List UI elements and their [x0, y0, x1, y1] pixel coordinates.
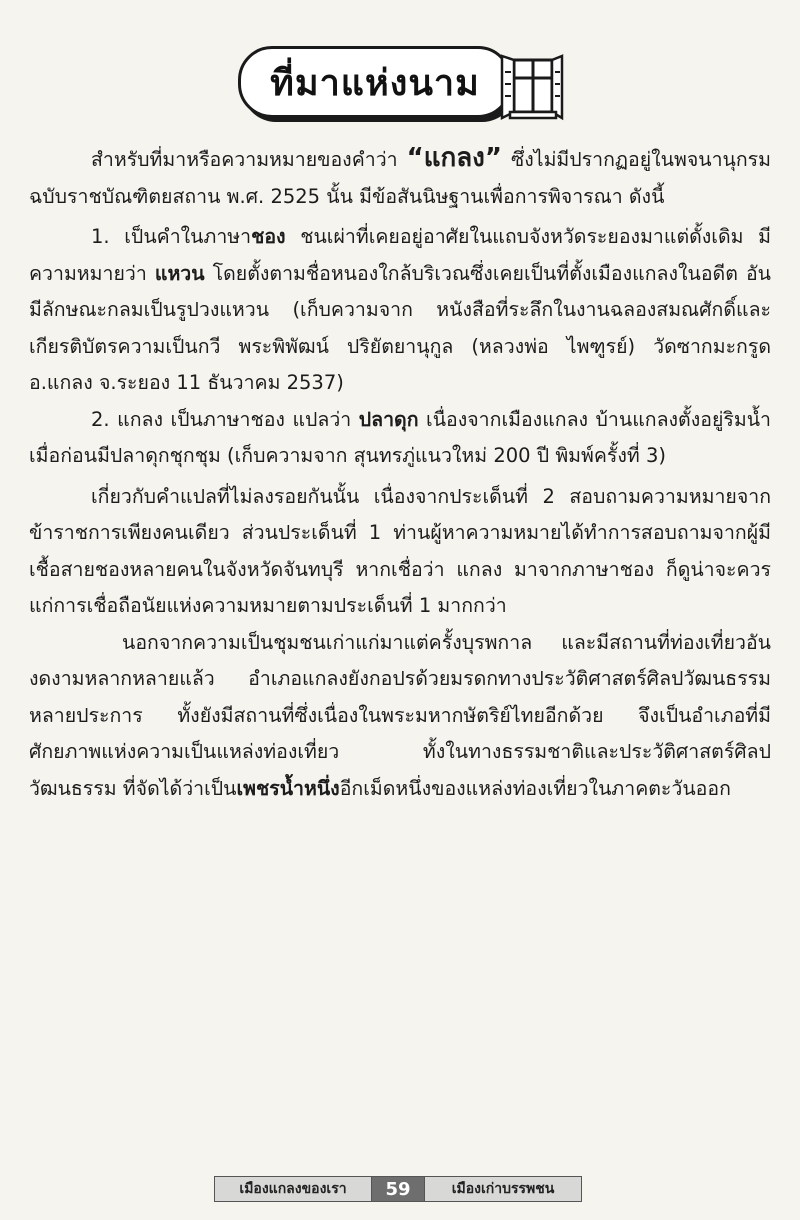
paragraph-2-text-a: 1. เป็นคำในภาษา [91, 225, 252, 248]
article-body [29, 140, 771, 807]
paragraph-4: เกี่ยวกับคำแปลที่ไม่ลงรอยกันนั้น เนื่องจากประเด็นที่ 2 สอบถามความหมายจากข้าราชการเพียงคนเดียว ส่วนประเด็นที่ 1 ท่านผู้หาความหมายได้ทำการสอบถามจากผู้มีเชื้อสายชองหลายคนในจังหวัดจันทบุรี หากเชื่อว่า แกลง มาจากภาษาชอง ก็ดูน่าจะควรแก่การเชื่อถือนัยแห่งความหมายตามประเด็นที่ 1 มากกว่า [29, 484, 771, 617]
window-icon [500, 52, 564, 122]
paragraph-1-text-b: ซึ่งไม่มีปรากฏอยู่ในพจนานุกรม ฉบับราชบัณฑิตยสถาน พ.ศ. 2525 นั้น มีข้อสันนิษฐานเพื่อการพิจารณา ดังนี้ [29, 148, 772, 208]
title-banner [238, 46, 512, 118]
paragraph-3 [29, 402, 771, 475]
paragraph-1-text-a: สำหรับที่มาหรือความหมายของคำว่า [91, 148, 407, 171]
footer-book-title: เมืองแกลงของเรา [214, 1176, 372, 1202]
page-title: ที่มาแห่งนาม [270, 62, 480, 104]
paragraph-2 [29, 219, 771, 402]
footer-section-title: เมืองเก่าบรรพชน [424, 1176, 582, 1202]
bold-term-phet-nam-nueng: เพชรน้ำหนึ่ง [236, 776, 340, 800]
paragraph-5-text-a: นอกจากความเป็นชุมชนเก่าแก่มาแต่ครั้งบุรพกาล และมีสถานที่ท่องเที่ยวอันงดงามหลากหลายแล้ว อำเภอแกลงยังกอปรด้วยมรดกทางประวัติศาสตร์ศิลปวัฒนธรรมหลายประการ ทั้งยังมีสถานที่ซึ่งเนื่องในพระมหากษัตริย์ไทยอีกด้วย จึงเป็นอำเภอที่มีศักยภาพแห่งความเป็นแหล่งท่องเที่ยว ทั้งในทางธรรมชาติและประวัติศาสตร์ศิลปวัฒนธรรม ที่จัดได้ว่าเป็น [29, 630, 771, 800]
paragraph-1 [29, 140, 771, 215]
bold-term-chong: ชอง [251, 225, 286, 248]
paragraph-5-text-b: อีกเม็ดหนึ่งของแหล่งท่องเที่ยวในภาคตะวันออก [339, 776, 731, 800]
paragraph-3-text-b: เนื่องจากเมืองแกลง บ้านแกลงตั้งอยู่ริมน้ำ เมื่อก่อนมีปลาดุกชุกชุม (เก็บความจาก สุนทรภู่แนวใหม่ 200 ปี พิมพ์ครั้งที่ 3) [29, 407, 771, 467]
paragraph-2-text-b: ชนเผ่าที่เคยอยู่อาศัยในแถบจังหวัดระยองมาแต่ดั้งเดิม มีความหมายว่า [29, 225, 771, 285]
page-footer [198, 1176, 598, 1202]
paragraph-3-text-a: 2. แกลง เป็นภาษาชอง แปลว่า [91, 407, 359, 431]
paragraph-2-text-c: โดยตั้งตามชื่อหนองใกล้บริเวณซึ่งเคยเป็นที่ตั้งเมืองแกลงในอดีต อันมีลักษณะกลมเป็นรูปวงแหวน (เก็บความจาก หนังสือที่ระลึกในงานฉลองสมณศักดิ์และเกียรติบัตรความเป็นกวี พระพิพัฒน์ ปริยัตยานุกูล (หลวงพ่อ ไพฑูรย์) วัดซากมะกรูด อ.แกลง จ.ระยอง 11 ธันวาคม 2537) [29, 261, 771, 394]
paragraph-5 [29, 625, 771, 808]
page-number: 59 [372, 1176, 424, 1202]
bold-term-waen: แหวน [154, 261, 205, 285]
bold-term-pladuk: ปลาดุก [358, 407, 419, 431]
quoted-word-klaeng: “แกลง” [406, 143, 502, 173]
